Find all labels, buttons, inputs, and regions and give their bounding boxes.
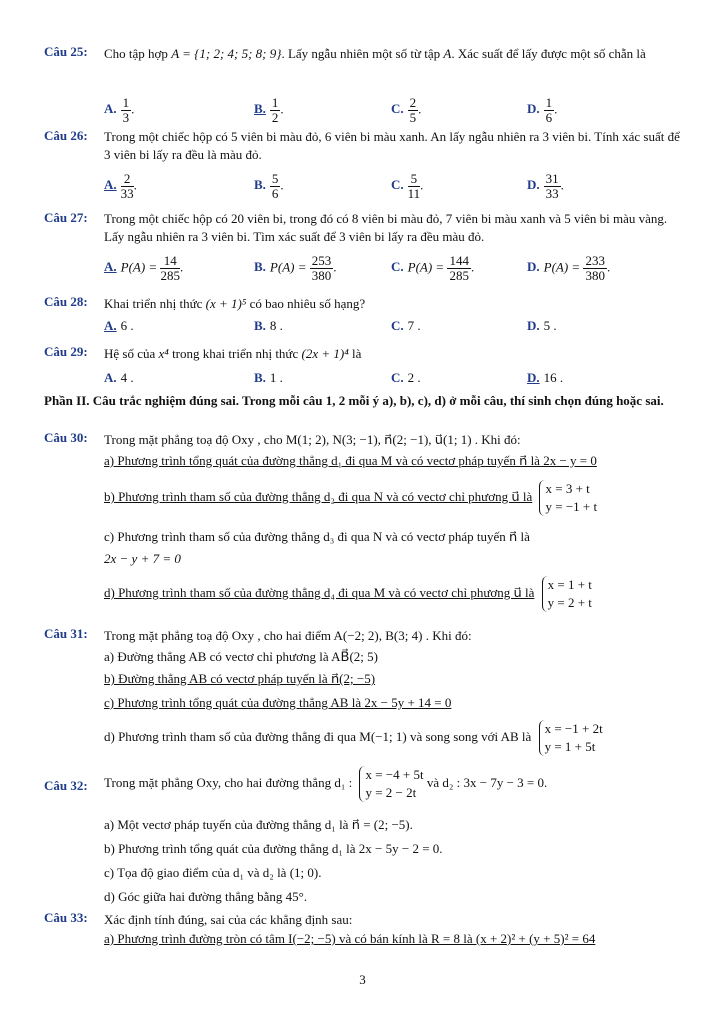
option-a[interactable]: A. $\frac{2}{33}$ . [104,171,137,201]
question-text: Trong một chiếc hộp có 5 viên bi màu đỏ, 6 viên bi màu xanh. An lấy ngẫu nhiên ra 3 viên bi. Tính xác suất để 3 viên bi lấy ra đều là màu đỏ. [104,129,680,162]
question-text: Hệ số của x⁴ trong khai triển nhị thức (2x + 1)⁴ là [104,346,362,361]
option-a[interactable]: A. P(A) = $\frac{14}{285}$ . [104,253,184,283]
question-text: Trong mặt phẳng Oxy, cho hai đường thẳng d₁ : x = −4 + 5t y = 2 − 2t và d₂ : 3x − 7y − 3 = 0. [104,767,548,800]
statement-31b[interactable]: b) Đường thẳng AB có vectơ pháp tuyến là n⃗(2; −5) [104,671,376,686]
equation-system: x = −4 + 5t y = 2 − 2t [359,766,423,802]
statement-32c[interactable]: c) Tọa độ giao điểm của d₁ và d₂ là (1; 0). [104,865,322,880]
option-b[interactable]: B. $\frac{1}{2}$ . [254,95,284,125]
option-b[interactable]: B. 8 . [254,318,283,333]
statement-31c[interactable]: c) Phương trình tổng quát của đường thẳng AB là 2x − 5y + 14 = 0 [104,695,452,710]
answer-options [104,253,684,283]
equation-system: x = 1 + t y = 2 + t [542,576,592,612]
question-32 [44,766,684,810]
statement-30d[interactable]: d) Phương trình tham số của đường thẳng d₄ đi qua M và có vectơ chỉ phương u⃗ là x = 1 + t y = 2 + t [104,577,592,610]
option-c[interactable]: C. P(A) = $\frac{144}{285}$ . [391,253,475,283]
question-number: Câu 31: [44,626,88,641]
answer-options [104,318,684,344]
option-b[interactable]: B. P(A) = $\frac{253}{380}$ . [254,253,337,283]
page-number: 3 [359,972,366,987]
question-text: Trong mặt phẳng toạ độ Oxy , cho hai điểm A(−2; 2), B(3; 4) . Khi đó: [104,628,472,643]
question-27 [44,210,684,292]
question-29 [44,344,684,388]
question-text: Trong mặt phẳng toạ độ Oxy , cho M(1; 2), N(3; −1), n⃗(2; −1), u⃗(1; 1) . Khi đó: [104,432,521,447]
option-d[interactable]: D. P(A) = $\frac{233}{380}$ . [527,253,611,283]
option-d[interactable]: D. 16 . [527,370,564,385]
answer-options [104,95,684,125]
question-text: Trong một chiếc hộp có 20 viên bi, trong đó có 8 viên bi màu đỏ, 7 viên bi màu xanh và 5 viên bi màu vàng. Lấy ngẫu nhiên ra 3 viên bi. Tìm xác suất để 3 viên bi lấy ra đều màu đỏ. [104,211,668,244]
question-number: Câu 33: [44,910,88,925]
question-33 [44,910,684,930]
question-text: Cho tập hợp A = {1; 2; 4; 5; 8; 9}. Lấy ngẫu nhiên một số từ tập A. Xác suất để lấy được một số chẵn là [104,46,646,61]
statement-31a[interactable]: a) Đường thẳng AB có vectơ chỉ phương là AB⃗(2; 5) [104,649,378,664]
question-26 [44,128,684,204]
question-31 [44,626,684,646]
option-b[interactable]: B. 1 . [254,370,283,385]
statement-33a[interactable]: a) Phương trình đường tròn có tâm I(−2; −5) và có bán kính là R = 8 là (x + 2)² + (y + 5)² = 64 [104,931,596,946]
option-b[interactable]: B. $\frac{5}{6}$ . [254,171,284,201]
option-a[interactable]: A. $\frac{1}{3}$ . [104,95,135,125]
question-number: Câu 27: [44,210,88,225]
question-text: Xác định tính đúng, sai của các khẳng định sau: [104,912,353,927]
statement-30c[interactable]: c) Phương trình tham số của đường thẳng d₃ đi qua N và có vectơ pháp tuyến n⃗ là 2x − y + 7 = 0 [104,529,530,566]
equation-system: x = 3 + t y = −1 + t [539,480,597,516]
option-d[interactable]: D. $\frac{1}{6}$ . [527,95,558,125]
statement-30a[interactable]: a) Phương trình tổng quát của đường thẳng d₁ đi qua M và có vectơ pháp tuyến n⃗ là 2x − y = 0 [104,453,597,468]
statement-31d[interactable]: d) Phương trình tham số của đường thẳng đi qua M(−1; 1) và song song với AB là x = −1 + 2t y = 1 + 5t [104,721,603,754]
option-c[interactable]: C. $\frac{2}{5}$ . [391,95,422,125]
question-text: Khai triển nhị thức (x + 1)⁵ có bao nhiêu số hạng? [104,296,366,311]
option-a[interactable]: A. 6 . [104,318,134,333]
statement-32d[interactable]: d) Góc giữa hai đường thẳng bằng 45°. [104,889,308,904]
question-30 [44,430,684,450]
question-number: Câu 29: [44,344,88,359]
question-28 [44,294,684,338]
option-d[interactable]: D. $\frac{31}{33}$ . [527,171,564,201]
answer-options [104,171,684,201]
question-number: Câu 30: [44,430,88,445]
question-number: Câu 32: [44,778,88,793]
part-2-heading: Phần II. Câu trắc nghiệm đúng sai. Trong mỗi câu 1, 2 mỗi ý a), b), c), d) ở mỗi câu, thí sinh chọn đúng hoặc sai. [44,393,664,408]
option-d[interactable]: D. 5 . [527,318,557,333]
statement-32b[interactable]: b) Phương trình tổng quát của đường thẳng d₁ là 2x − 5y − 2 = 0. [104,841,443,856]
option-a[interactable]: A. 4 . [104,370,134,385]
option-c[interactable]: C. 2 . [391,370,421,385]
option-c[interactable]: C. 7 . [391,318,421,333]
question-25 [44,44,684,124]
option-c[interactable]: C. $\frac{5}{11}$ . [391,171,424,201]
question-number: Câu 25: [44,44,88,59]
equation-system: x = −1 + 2t y = 1 + 5t [539,720,603,756]
question-number: Câu 28: [44,294,88,309]
statement-30b[interactable]: b) Phương trình tham số của đường thẳng d₂ đi qua N và có vectơ chỉ phương u⃗ là x = 3 + t y = −1 + t [104,481,598,514]
question-number: Câu 26: [44,128,88,143]
statement-32a[interactable]: a) Một vectơ pháp tuyến của đường thẳng d₁ là n⃗ = (2; −5). [104,817,413,832]
